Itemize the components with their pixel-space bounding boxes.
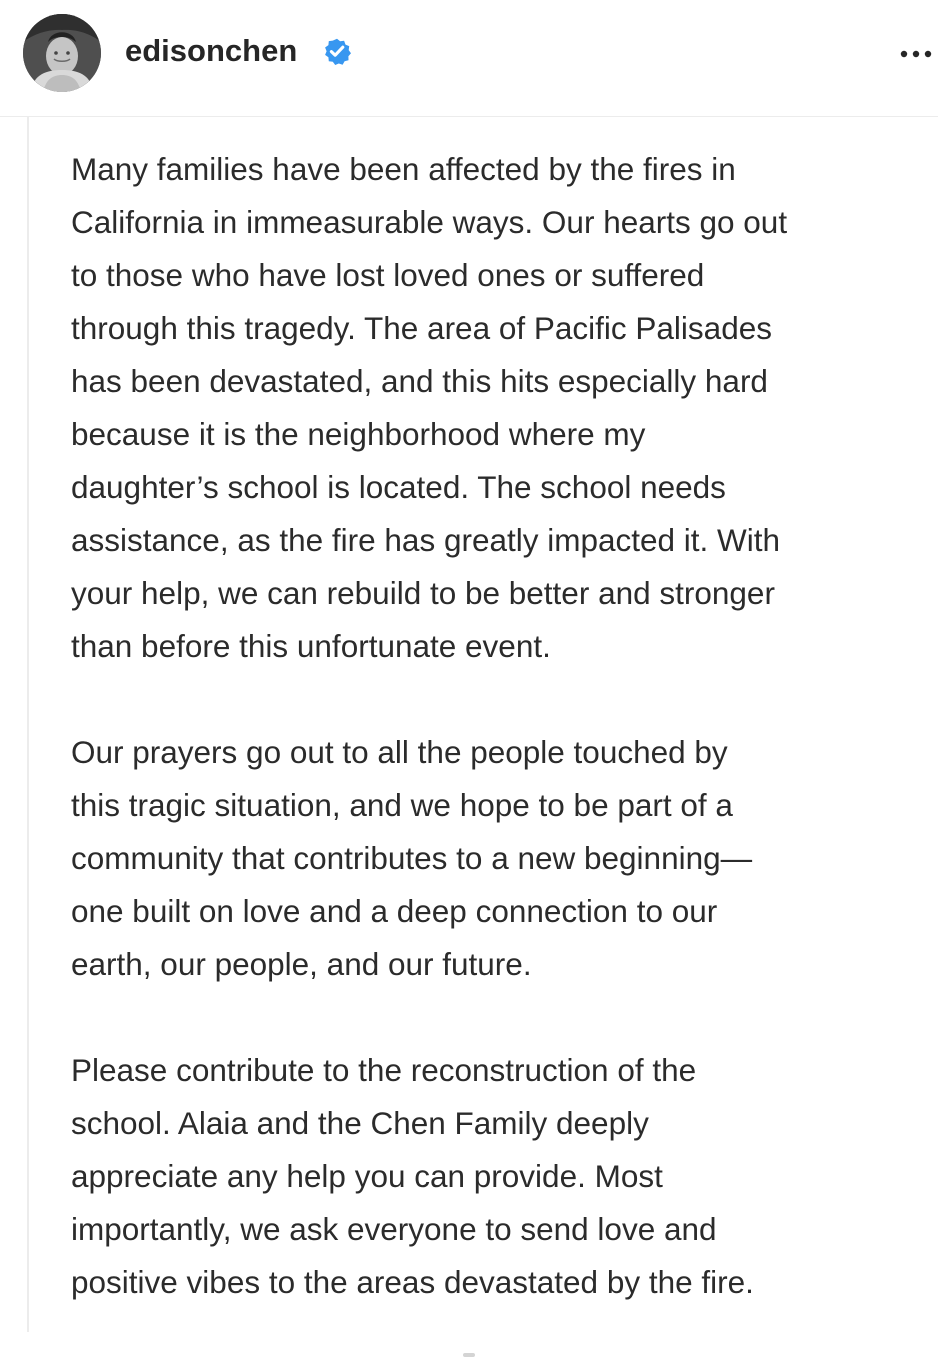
profile-avatar[interactable] <box>23 14 101 92</box>
caption-paragraph-3: Please contribute to the reconstruction of the school. Alaia and the Chen Family deeply appreciate any help you can provide. Most importantly, we ask everyone to send love and positive vibes to the areas devastated by the fire. <box>71 1052 754 1300</box>
post-header <box>0 0 938 116</box>
username[interactable]: edisonchen <box>125 33 298 68</box>
more-options-button[interactable] <box>894 34 938 74</box>
caption-paragraph-1: Many families have been affected by the fires in California in immeasurable ways. Our hearts go out to those who have lost loved ones or suffered through this tragedy. The area of Pacific Palisades has been devastated, and this hits especially hard because it is the neighborhood where my daughter’s school is located. The school needs assistance, as the fire has greatly impacted it. With your help, we can rebuild to be better and stronger than before this unfortunate event. <box>71 151 788 664</box>
post-caption <box>71 143 921 1309</box>
verified-badge-icon <box>323 37 351 65</box>
content-left-rule <box>27 117 29 1332</box>
scroll-indicator <box>463 1353 475 1357</box>
avatar-image <box>23 14 101 92</box>
more-horizontal-icon <box>894 34 938 74</box>
caption-paragraph-2: Our prayers go out to all the people touched by this tragic situation, and we hope to be part of a community that contributes to a new beginning— one built on love and a deep connection to our earth, our people, and our future. <box>71 734 753 982</box>
